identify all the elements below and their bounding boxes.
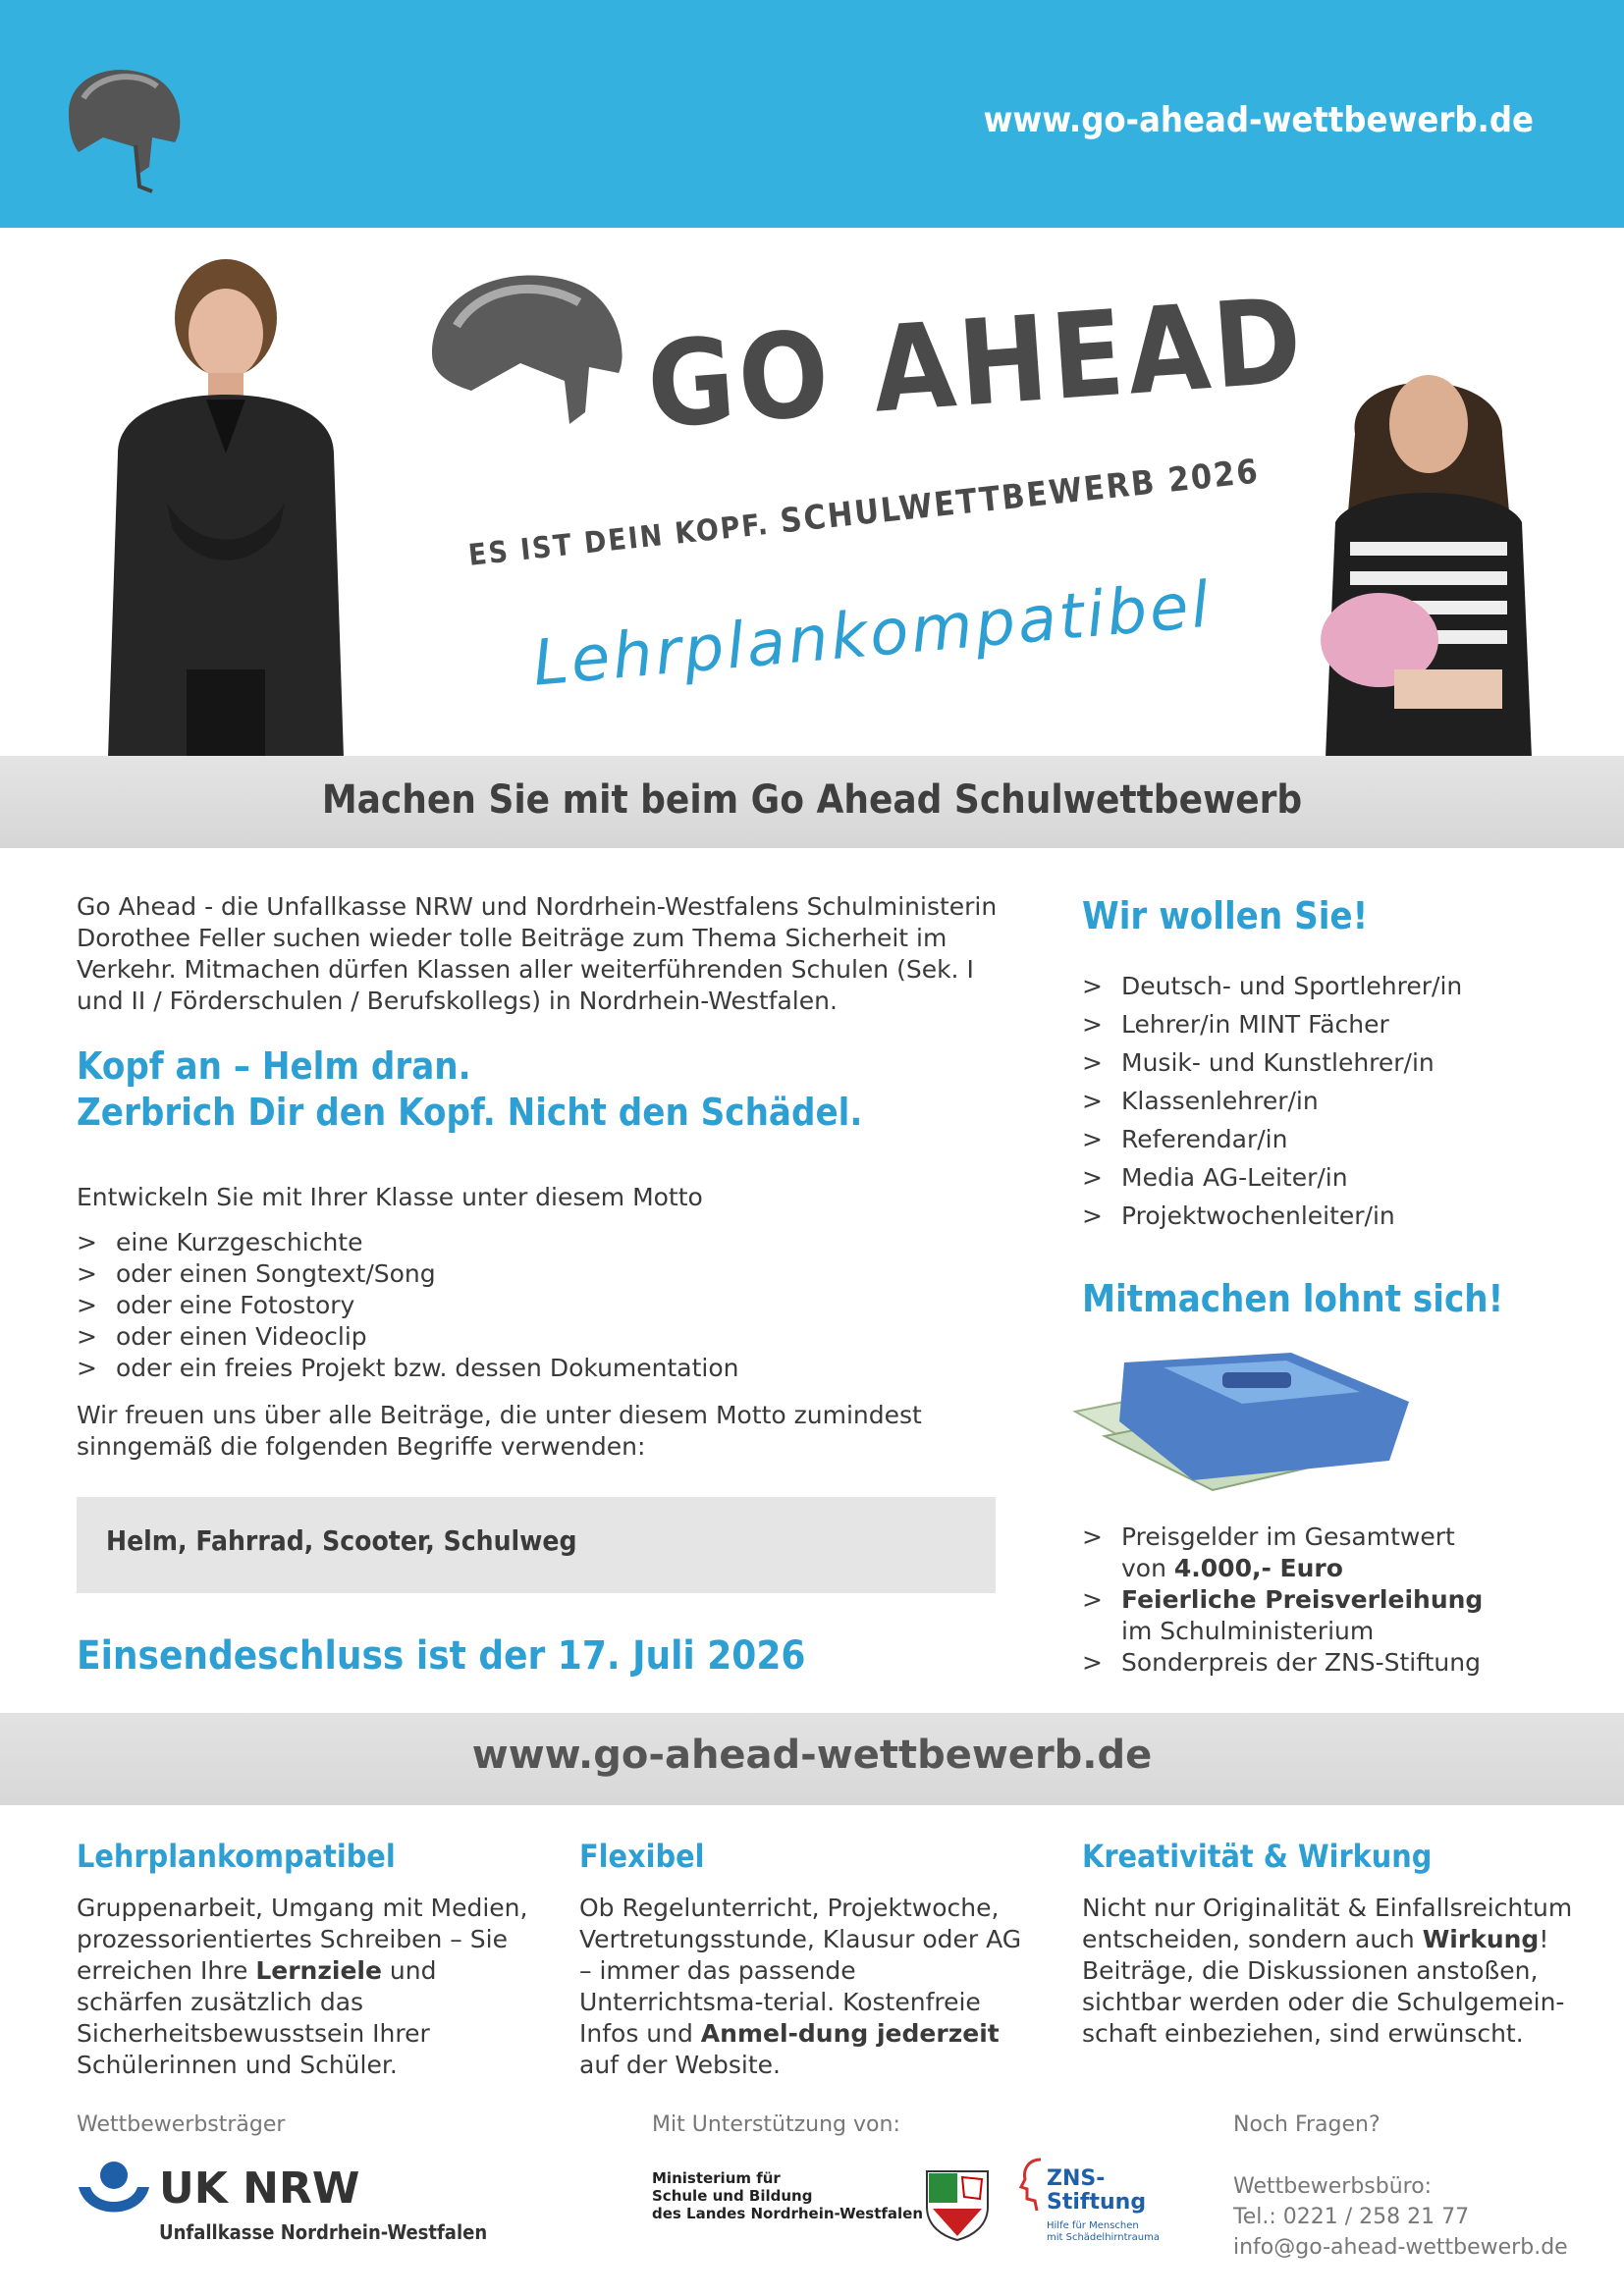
column-text-lehrplan: Gruppenarbeit, Umgang mit Medien, prozessorientiertes Schreiben – Sie erreichen Ihre Lernziele und schärfen zusätzlich das Sicherheitsbewusstsein Ihrer Schülerinnen und Schüler. — [77, 1894, 528, 2079]
list-item: > Referendar/in — [1082, 1120, 1462, 1158]
section-title: Machen Sie mit beim Go Ahead Schulwettbewerb — [321, 777, 1303, 823]
logo-title: GO AHEAD — [643, 273, 1310, 455]
cash-box-image — [1065, 1343, 1419, 1495]
helmet-icon — [59, 59, 187, 196]
questions-label: Noch Fragen? — [1233, 2112, 1380, 2137]
column-title-kreativ: Kreativität & Wirkung — [1082, 1838, 1433, 1875]
script-tagline: Lehrplankompatibel — [530, 568, 1215, 701]
format-list — [77, 1227, 739, 1384]
list-item: > Deutsch- und Sportlehrer/in — [1082, 967, 1462, 1005]
office-label: Wettbewerbsbüro: — [1233, 2174, 1433, 2199]
sponsor-label: Wettbewerbsträger — [77, 2112, 286, 2137]
arrow-icon: > — [77, 1259, 97, 1288]
list-item: > Media AG-Leiter/in — [1082, 1158, 1462, 1197]
arrow-icon: > — [1082, 1522, 1103, 1551]
column-title-lehrplan: Lehrplankompatibel — [77, 1838, 396, 1875]
intro-paragraph: Go Ahead - die Unfallkasse NRW und Nordrhein-Westfalens Schulministerin Dorothee Feller suchen wieder tolle Beiträge zum Thema Sicherheit im Verkehr. Mitmachen dürfen Klassen aller weiterführenden Schulen (Sek. I und II / Förderschulen / Berufskollegs) in Nordrhein-Westfalen. — [77, 892, 998, 1015]
arrow-icon: > — [1082, 1048, 1103, 1077]
arrow-icon: > — [77, 1322, 97, 1351]
arrow-icon: > — [77, 1291, 97, 1319]
arrow-icon: > — [1082, 1125, 1103, 1153]
zns-head-icon — [1019, 2156, 1049, 2215]
logo-subtitle-part1: ES IST DEIN KOPF. — [466, 507, 772, 573]
list-item: > Sonderpreis der ZNS-Stiftung — [1082, 1648, 1481, 1677]
list-item: > eine Kurzgeschichte — [77, 1228, 363, 1256]
arrow-icon: > — [1082, 1585, 1103, 1614]
logo-subtitle-part2: SCHULWETTBEWERB 2026 — [778, 452, 1262, 542]
arrow-icon: > — [1082, 1163, 1103, 1192]
teacher-photo — [98, 257, 353, 758]
list-item: > oder einen Videoclip — [77, 1322, 367, 1351]
prize-list — [1082, 1522, 1483, 1679]
uk-nrw-subtitle: Unfallkasse Nordrhein-Westfalen — [159, 2220, 488, 2244]
deadline: Einsendeschluss ist der 17. Juli 2026 — [77, 1633, 806, 1679]
phone-number[interactable]: Tel.: 0221 / 258 21 77 — [1233, 2205, 1470, 2229]
column-text-flexibel: Ob Regelunterricht, Projektwoche, Vertretungsstunde, Klausur oder AG – immer das passende Unterrichtsma-terial. Kostenfreie Infos und Anmel-dung jederzeit auf der Website. — [579, 1894, 1022, 2079]
email-link[interactable]: info@go-ahead-wettbewerb.de — [1233, 2235, 1568, 2260]
column-title-flexibel: Flexibel — [579, 1838, 705, 1875]
list-item: > Lehrer/in MINT Fächer — [1082, 1005, 1462, 1043]
terms-text: Wir freuen uns über alle Beiträge, die unter diesem Motto zumindest sinngemäß die folgenden Begriffe verwenden: — [77, 1401, 922, 1461]
zns-logo-text: ZNS- Stiftung — [1047, 2166, 1147, 2215]
arrow-icon: > — [1082, 1010, 1103, 1039]
list-item: > oder einen Songtext/Song — [77, 1259, 436, 1288]
list-item: > oder ein freies Projekt bzw. dessen Dokumentation — [77, 1354, 739, 1382]
zns-logo-subtext: Hilfe für Menschen mit Schädelhirntrauma — [1047, 2220, 1160, 2243]
teacher-list — [1082, 967, 1462, 1235]
list-item: > Projektwochenleiter/in — [1082, 1197, 1462, 1235]
wanted-heading: Wir wollen Sie! — [1082, 894, 1369, 937]
header-url[interactable]: www.go-ahead-wettbewerb.de — [983, 100, 1534, 140]
keyword-text: Helm, Fahrrad, Scooter, Schulweg — [106, 1524, 577, 1557]
arrow-icon: > — [77, 1228, 97, 1256]
support-label: Mit Unterstützung von: — [652, 2112, 900, 2137]
list-item: > Musik- und Kunstlehrer/in — [1082, 1043, 1462, 1082]
arrow-icon: > — [77, 1354, 97, 1382]
arrow-icon: > — [1082, 1201, 1103, 1230]
develop-text: Entwickeln Sie mit Ihrer Klasse unter diesem Motto — [77, 1183, 703, 1211]
student-photo — [1296, 346, 1571, 758]
list-item: > oder eine Fotostory — [77, 1291, 355, 1319]
motto-line1: Kopf an – Helm dran. — [77, 1044, 471, 1088]
arrow-icon: > — [1082, 1648, 1103, 1677]
arrow-icon: > — [1082, 1087, 1103, 1115]
ministry-logo-text: Ministerium für Schule und Bildung des Landes Nordrhein-Westfalen — [652, 2169, 924, 2222]
arrow-icon: > — [1082, 972, 1103, 1000]
column-text-kreativ: Nicht nur Originalität & Einfallsreichtum entscheiden, sondern auch Wirkung! Beiträge, die Diskussionen anstoßen, sichtbar werden oder die Schulgemein-schaft einbeziehen, sind erwünscht. — [1082, 1894, 1573, 2048]
contact-block — [1233, 2171, 1568, 2263]
band-url[interactable]: www.go-ahead-wettbewerb.de — [471, 1733, 1153, 1778]
list-item: > Klassenlehrer/in — [1082, 1082, 1462, 1120]
motto-line2: Zerbrich Dir den Kopf. Nicht den Schädel. — [77, 1091, 863, 1134]
list-item: > Preisgelder im Gesamtwert von 4.000,- Euro — [1082, 1522, 1455, 1582]
nrw-coat-of-arms-icon — [923, 2167, 992, 2242]
uk-nrw-title: UK NRW — [159, 2163, 360, 2214]
prize-heading: Mitmachen lohnt sich! — [1082, 1277, 1504, 1320]
uk-nrw-logo-icon — [77, 2160, 151, 2228]
list-item: > Feierliche Preisverleihung im Schulministerium — [1082, 1585, 1484, 1645]
